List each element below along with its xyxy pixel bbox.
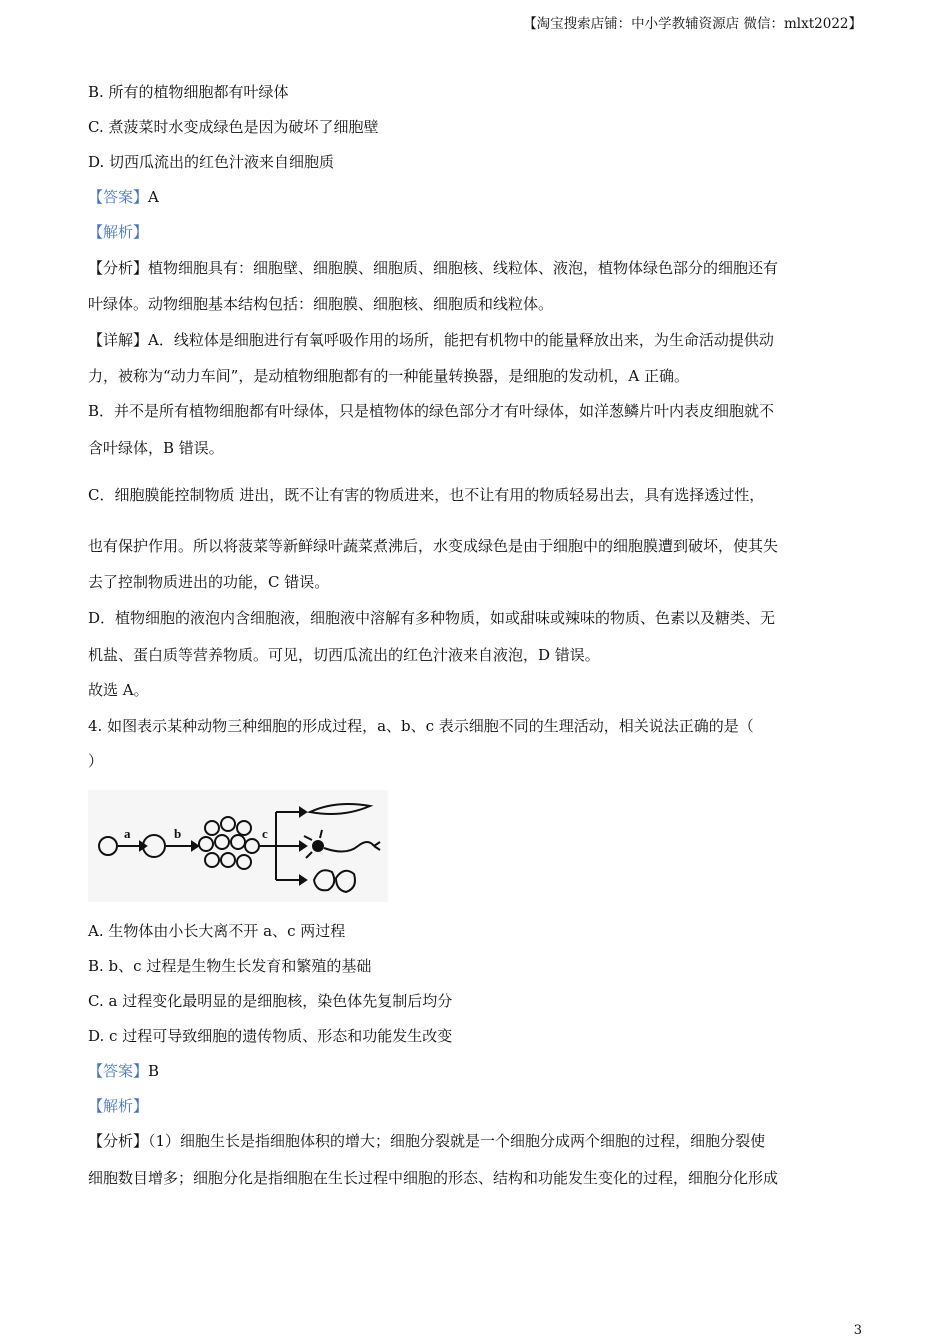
analysis-tag: 【分析】 (88, 1132, 149, 1150)
q4-analysis-line-2: 细胞数目增多；细胞分化是指细胞在生长过程中细胞的形态、结构和功能发生变化的过程，细胞分化形成 (88, 1169, 779, 1187)
q3-analysis-line-2: 叶绿体。动物细胞基本结构包括：细胞膜、细胞核、细胞质和线粒体。 (88, 295, 554, 313)
page-number: 3 (853, 1323, 862, 1338)
answer-tag: 【答案】 (88, 188, 149, 206)
q3-detail-c-2: 也有保护作用。所以将菠菜等新鲜绿叶蔬菜煮沸后，水变成绿色是由于细胞中的细胞膜遭到破坏，使其失 (88, 537, 779, 555)
q3-detail-d-2: 机盐、蛋白质等营养物质。可见，切西瓜流出的红色汁液来自液泡，D 错误。 (88, 646, 600, 664)
q3-option-d: D. 切西瓜流出的红色汁液来自细胞质 (88, 153, 335, 171)
q4-option-a: A. 生物体由小长大离不开 a、c 两过程 (88, 922, 346, 940)
q3-option-b: B. 所有的植物细胞都有叶绿体 (88, 83, 289, 101)
q3-detail-d-1: D．植物细胞的液泡内含细胞液，细胞液中溶解有多种物质，如或甜味或辣味的物质、色素以及糖类、无 (88, 609, 776, 627)
q4-option-c: C. a 过程变化最明显的是细胞核，染色体先复制后均分 (88, 992, 453, 1010)
cell-formation-figure (88, 790, 388, 902)
q4-stem-2: ） (88, 752, 104, 770)
q4-option-d: D. c 过程可导致细胞的遗传物质、形态和功能发生改变 (88, 1027, 453, 1045)
q4-answer (88, 1061, 159, 1081)
label-b: b (174, 826, 182, 841)
q3-detail-c-3: 去了控制物质进出的功能，C 错误。 (88, 573, 330, 591)
q4-analysis-line-1: 【分析】（1）细胞生长是指细胞体积的增大；细胞分裂就是一个细胞分成两个细胞的过程，细胞分裂使 (88, 1132, 766, 1150)
q3-detail-a-2: 力，被称为“动力车间”，是动植物细胞都有的一种能量转换器，是细胞的发动机，A 正确。 (88, 367, 689, 385)
q3-detail-b-1: B．并不是所有植物细胞都有叶绿体，只是植物体的绿色部分才有叶绿体，如洋葱鳞片叶内表皮细胞就不 (88, 402, 775, 420)
answer-value: A (148, 188, 159, 206)
detail-tag: 【详解】 (88, 331, 149, 349)
q3-detail-a-1: 【详解】A．线粒体是细胞进行有氧呼吸作用的场所，能把有机物中的能量释放出来，为生命活动提供动 (88, 331, 774, 349)
q4-analysis-tag: 【解析】 (88, 1097, 149, 1115)
q3-analysis-tag: 【解析】 (88, 223, 149, 241)
answer-tag: 【答案】 (88, 1062, 149, 1080)
analysis-tag: 【分析】 (88, 259, 149, 277)
page-header: 【淘宝搜索店铺：中小学教辅资源店 微信：mlxt2022】 (523, 16, 862, 32)
q3-conclusion: 故选 A。 (88, 681, 149, 699)
q3-analysis-line-1: 【分析】植物细胞具有：细胞壁、细胞膜、细胞质、细胞核、线粒体、液泡，植物体绿色部分的细胞还有 (88, 259, 779, 277)
label-a: a (124, 826, 131, 841)
q4-option-b: B. b、c 过程是生物生长发育和繁殖的基础 (88, 957, 372, 975)
q3-answer (88, 187, 159, 207)
q3-option-c: C. 煮菠菜时水变成绿色是因为破坏了细胞壁 (88, 118, 379, 136)
q3-detail-c-1: C．细胞膜能控制物质 进出，既不让有害的物质进来，也不让有用的物质轻易出去，具有选择透过性， (88, 486, 765, 504)
answer-value: B (148, 1062, 160, 1080)
q3-detail-b-2: 含叶绿体，B 错误。 (88, 439, 224, 457)
label-c: c (262, 826, 268, 841)
q4-stem-1: 4. 如图表示某种动物三种细胞的形成过程，a、b、c 表示细胞不同的生理活动，相关说法正确的是（ (88, 717, 754, 735)
